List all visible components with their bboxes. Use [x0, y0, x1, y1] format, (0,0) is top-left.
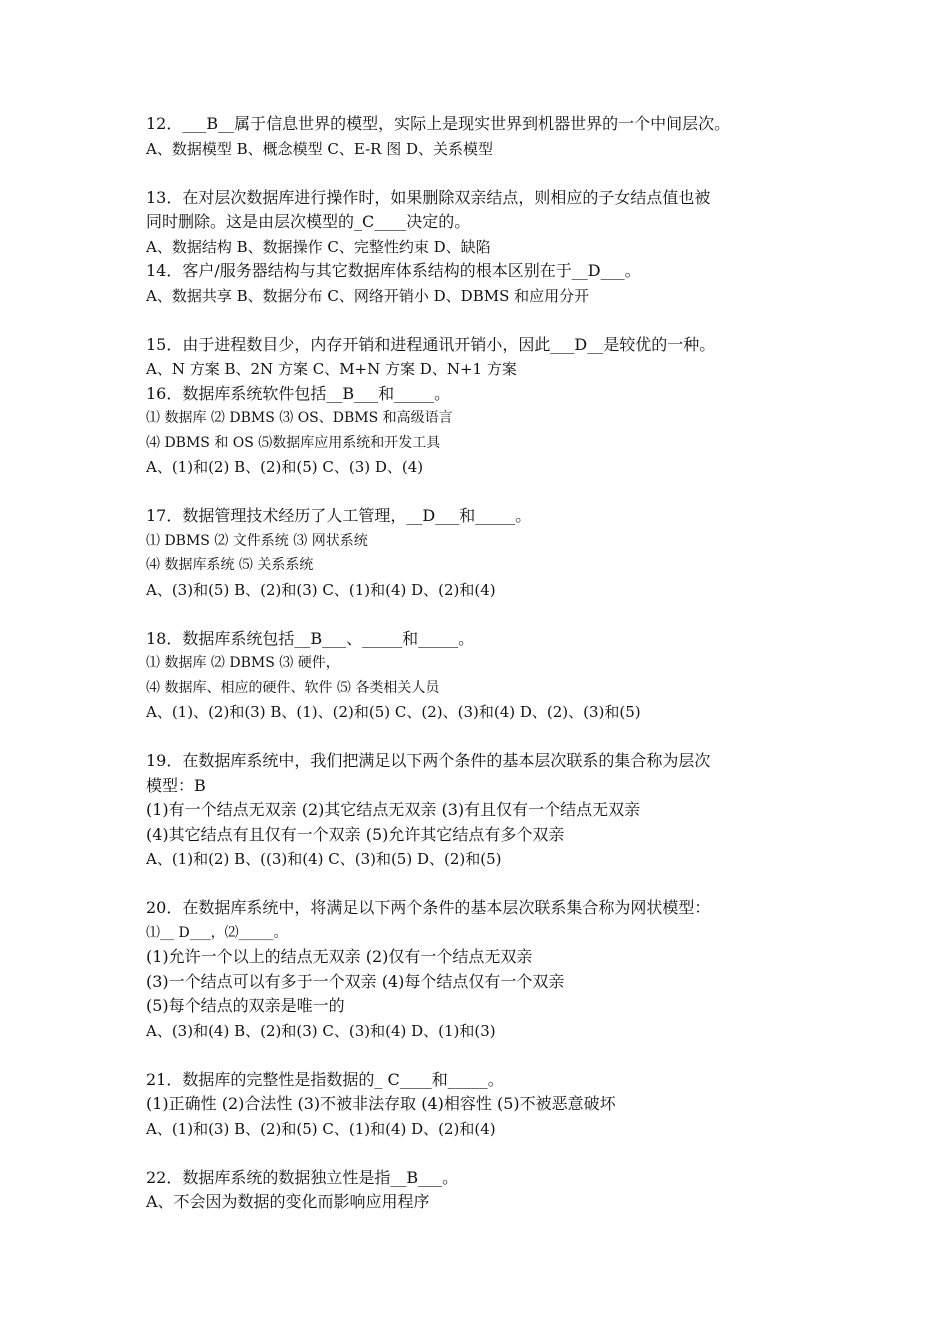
text-line: 模型：B [146, 775, 206, 795]
text-line: 17．数据管理技术经历了人工管理，__D___和_____。 [146, 506, 532, 525]
text-line: ⑴ DBMS ⑵ 文件系统 ⑶ 网状系统 [146, 532, 368, 549]
text-line: 13．在对层次数据库进行操作时，如果删除双亲结点，则相应的子女结点值也被 [146, 187, 711, 207]
text-line: (1)正确性 (2)合法性 (3)不被非法存取 (4)相容性 (5)不被恶意破坏 [146, 1094, 616, 1113]
text-line: 18．数据库系统包括__B___、_____和_____。 [146, 628, 475, 648]
answer-options-line: A、数据结构 B、数据操作 C、完整性约束 D、缺陷 [146, 237, 491, 256]
text-line: 15．由于进程数目少，内存开销和进程通讯开销小，因此___D__是较优的一种。 [146, 334, 716, 354]
text-line: 14．客户/服务器结构与其它数据库体系结构的根本区别在于__D___。 [146, 261, 641, 280]
text-line: 20．在数据库系统中，将满足以下两个条件的基本层次联系集合称为网状模型： [146, 898, 711, 917]
text-line: ⑴__ D___，⑵_____。 [146, 924, 288, 941]
text-line: (5)每个结点的双亲是唯一的 [146, 996, 345, 1015]
answer-options-line: A、(3)和(4) B、(2)和(3) C、(3)和(4) D、(1)和(3) [146, 1021, 496, 1040]
text-line: 16．数据库系统软件包括__B___和_____。 [146, 383, 451, 403]
answer-options-line: A、数据共享 B、数据分布 C、网络开销小 D、DBMS 和应用分开 [146, 286, 590, 305]
blank-line [146, 161, 826, 186]
text-line: 同时删除。这是由层次模型的_C____决定的。 [146, 212, 471, 231]
answer-options-line: A、数据模型 B、概念模型 C、E-R 图 D、关系模型 [146, 139, 494, 158]
text-line: (1)有一个结点无双亲 (2)其它结点无双亲 (3)有且仅有一个结点无双亲 [146, 800, 641, 819]
answer-options-line: A、N 方案 B、2N 方案 C、M+N 方案 D、N+1 方案 [146, 360, 517, 378]
blank-line [146, 602, 826, 627]
blank-line [146, 1043, 826, 1068]
text-line: ⑷ 数据库、相应的硬件、软件 ⑸ 各类相关人员 [146, 679, 440, 696]
document-page [146, 112, 826, 1215]
text-line: (4)其它结点有且仅有一个双亲 (5)允许其它结点有多个双亲 [146, 824, 565, 844]
text-line: ⑴ 数据库 ⑵ DBMS ⑶ OS、DBMS 和高级语言 [146, 410, 453, 426]
text-line: 19．在数据库系统中，我们把满足以下两个条件的基本层次联系的集合称为层次 [146, 751, 711, 770]
answer-options-line: A、(3)和(5) B、(2)和(3) C、(1)和(4) D、(2)和(4) [146, 580, 496, 599]
answer-options-line: A、(1)和(2) B、((3)和(4) C、(3)和(5) D、(2)和(5) [146, 850, 502, 868]
text-line: 22．数据库系统的数据独立性是指__B___。 [146, 1167, 459, 1187]
answer-options-line: A、(1)和(2) B、(2)和(5) C、(3) D、(4) [146, 458, 424, 476]
text-line: ⑷ DBMS 和 OS ⑸数据库应用系统和开发工具 [146, 434, 441, 451]
text-line: (3)一个结点可以有多于一个双亲 (4)每个结点仅有一个双亲 [146, 971, 565, 991]
text-line: 21．数据库的完整性是指数据的_ C____和_____。 [146, 1069, 504, 1089]
text-line: ⑴ 数据库 ⑵ DBMS ⑶ 硬件， [146, 655, 340, 671]
blank-line [146, 308, 826, 333]
answer-options-line: A、(1)和(3) B、(2)和(5) C、(1)和(4) D、(2)和(4) [146, 1119, 496, 1138]
answer-options-line: A、(1)、(2)和(3) B、(1)、(2)和(5) C、(2)、(3)和(4) D、(2)、(3)和(5) [146, 703, 641, 721]
blank-line [146, 725, 826, 750]
text-line: ⑷ 数据库系统 ⑸ 关系系统 [146, 557, 314, 573]
blank-line [146, 480, 826, 505]
text-line: (1)允许一个以上的结点无双亲 (2)仅有一个结点无双亲 [146, 947, 533, 966]
blank-line [146, 872, 826, 897]
text-line: A、不会因为数据的变化而影响应用程序 [146, 1192, 430, 1211]
text-line: 12．___B__属于信息世界的模型，实际上是现实世界到机器世界的一个中间层次。 [146, 114, 731, 133]
blank-line [146, 1141, 826, 1166]
